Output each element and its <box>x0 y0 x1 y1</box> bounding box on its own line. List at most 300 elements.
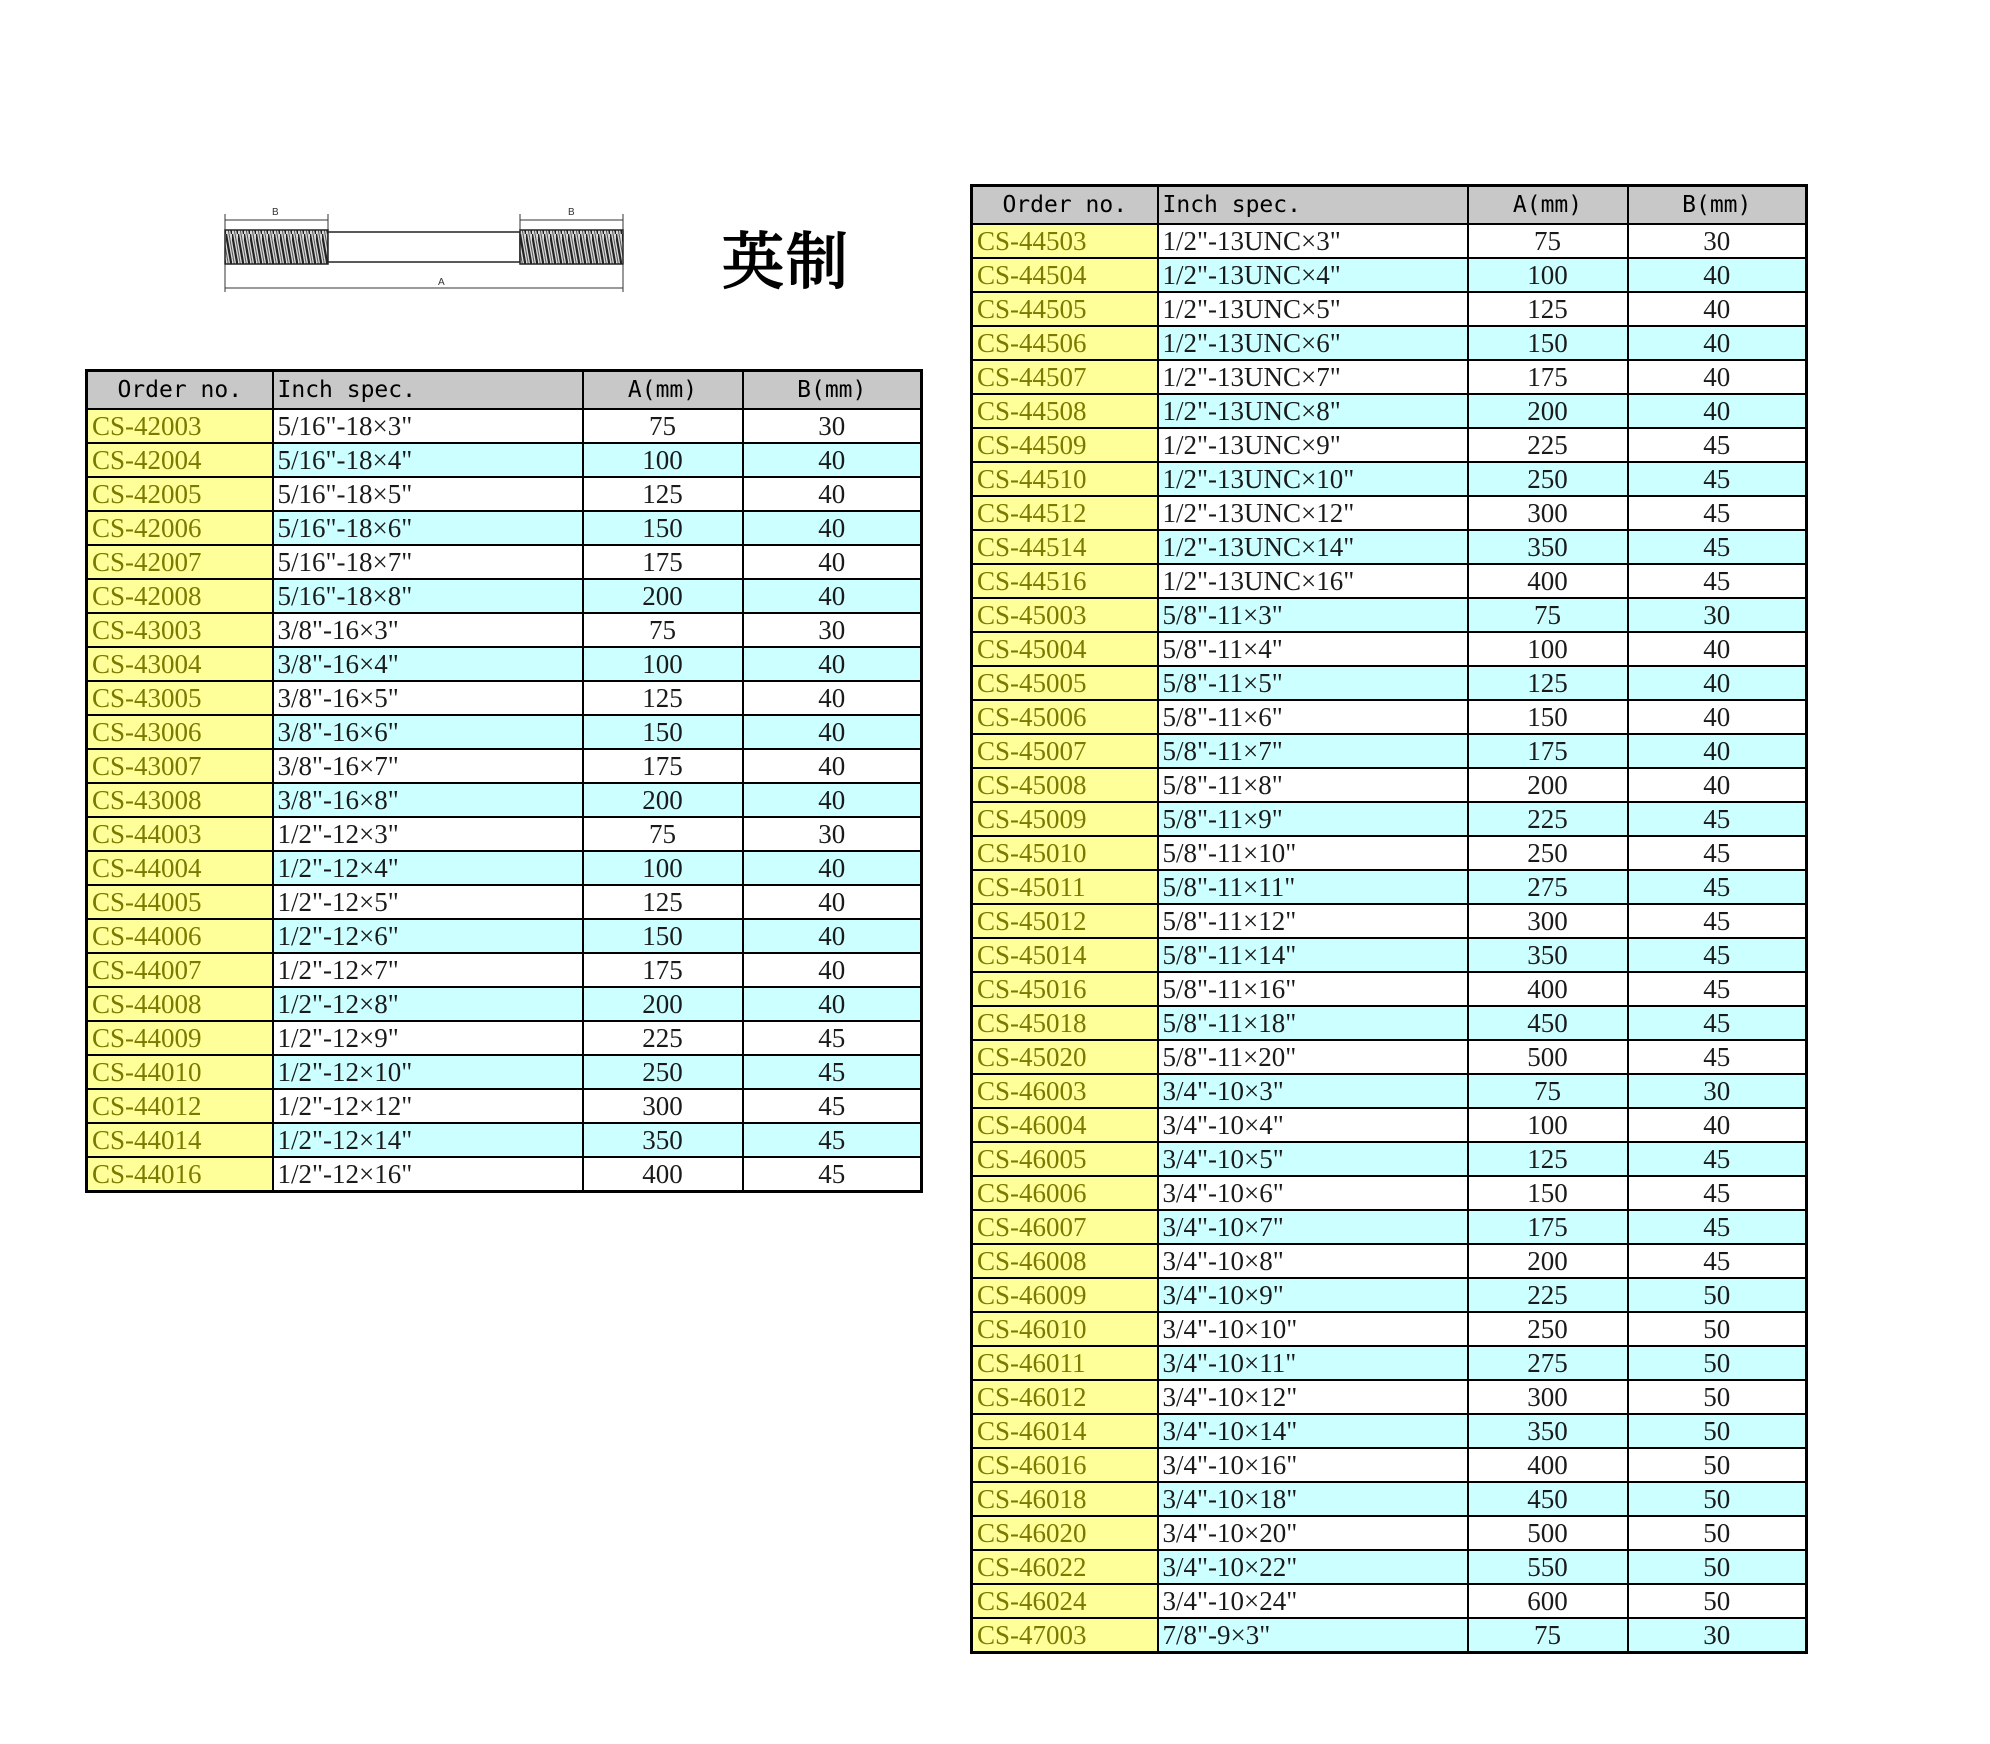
col-spec-header: Inch spec. <box>273 371 583 410</box>
order-no-cell: CS-45006 <box>972 700 1158 734</box>
a-mm-cell: 450 <box>1468 1482 1628 1516</box>
order-no-cell: CS-44509 <box>972 428 1158 462</box>
inch-spec-cell: 3/4"-10×22" <box>1158 1550 1468 1584</box>
b-mm-cell: 45 <box>743 1157 922 1192</box>
order-no-cell: CS-46020 <box>972 1516 1158 1550</box>
a-mm-cell: 175 <box>1468 1210 1628 1244</box>
left-spec-table <box>85 369 923 1193</box>
a-mm-cell: 175 <box>583 749 743 783</box>
b-mm-cell: 50 <box>1628 1346 1807 1380</box>
table-row <box>87 647 922 681</box>
table-row <box>972 972 1807 1006</box>
a-mm-cell: 250 <box>1468 836 1628 870</box>
b-mm-cell: 45 <box>1628 1006 1807 1040</box>
a-mm-cell: 250 <box>1468 462 1628 496</box>
inch-spec-cell: 5/8"-11×6" <box>1158 700 1468 734</box>
table-row <box>87 1123 922 1157</box>
order-no-cell: CS-46024 <box>972 1584 1158 1618</box>
inch-spec-cell: 5/8"-11×7" <box>1158 734 1468 768</box>
table-row <box>87 817 922 851</box>
inch-spec-cell: 3/4"-10×7" <box>1158 1210 1468 1244</box>
inch-spec-cell: 5/8"-11×8" <box>1158 768 1468 802</box>
table-row <box>972 1584 1807 1618</box>
order-no-cell: CS-44004 <box>87 851 273 885</box>
a-mm-cell: 200 <box>583 783 743 817</box>
table-header <box>972 186 1807 225</box>
table-row <box>972 700 1807 734</box>
table-row <box>972 1312 1807 1346</box>
order-no-cell: CS-45004 <box>972 632 1158 666</box>
b-mm-cell: 40 <box>743 919 922 953</box>
order-no-cell: CS-44006 <box>87 919 273 953</box>
inch-spec-cell: 3/4"-10×3" <box>1158 1074 1468 1108</box>
inch-spec-cell: 3/8"-16×5" <box>273 681 583 715</box>
b-mm-cell: 30 <box>743 409 922 443</box>
a-mm-cell: 225 <box>1468 428 1628 462</box>
table-row <box>972 394 1807 428</box>
table-row <box>972 462 1807 496</box>
inch-spec-cell: 5/16"-18×3" <box>273 409 583 443</box>
table-row <box>972 870 1807 904</box>
b-mm-cell: 45 <box>1628 836 1807 870</box>
inch-spec-cell: 5/16"-18×7" <box>273 545 583 579</box>
inch-spec-cell: 5/16"-18×4" <box>273 443 583 477</box>
a-mm-cell: 125 <box>1468 1142 1628 1176</box>
order-no-cell: CS-44010 <box>87 1055 273 1089</box>
order-no-cell: CS-45016 <box>972 972 1158 1006</box>
table-header <box>87 371 922 410</box>
order-no-cell: CS-43006 <box>87 715 273 749</box>
order-no-cell: CS-43008 <box>87 783 273 817</box>
order-no-cell: CS-47003 <box>972 1618 1158 1653</box>
order-no-cell: CS-42004 <box>87 443 273 477</box>
col-b-header: B(mm) <box>1628 186 1807 225</box>
a-mm-cell: 400 <box>1468 1448 1628 1482</box>
inch-spec-cell: 1/2"-12×7" <box>273 953 583 987</box>
a-mm-cell: 275 <box>1468 1346 1628 1380</box>
order-no-cell: CS-46004 <box>972 1108 1158 1142</box>
table-row <box>972 1142 1807 1176</box>
inch-spec-cell: 3/4"-10×12" <box>1158 1380 1468 1414</box>
inch-spec-cell: 5/8"-11×12" <box>1158 904 1468 938</box>
b-mm-cell: 45 <box>1628 530 1807 564</box>
inch-spec-cell: 1/2"-12×14" <box>273 1123 583 1157</box>
table-row <box>972 258 1807 292</box>
b-mm-cell: 40 <box>1628 326 1807 360</box>
table-row <box>87 1157 922 1192</box>
col-spec-header: Inch spec. <box>1158 186 1468 225</box>
order-no-cell: CS-45010 <box>972 836 1158 870</box>
col-order-header: Order no. <box>87 371 273 410</box>
order-no-cell: CS-44012 <box>87 1089 273 1123</box>
inch-spec-cell: 1/2"-12×10" <box>273 1055 583 1089</box>
inch-spec-cell: 3/4"-10×11" <box>1158 1346 1468 1380</box>
b-mm-cell: 40 <box>743 545 922 579</box>
order-no-cell: CS-44506 <box>972 326 1158 360</box>
b-mm-cell: 40 <box>1628 632 1807 666</box>
inch-spec-cell: 7/8"-9×3" <box>1158 1618 1468 1653</box>
table-row <box>972 938 1807 972</box>
table-row <box>972 292 1807 326</box>
inch-spec-cell: 1/2"-12×3" <box>273 817 583 851</box>
b-mm-cell: 40 <box>743 783 922 817</box>
table-row <box>972 1550 1807 1584</box>
a-mm-cell: 75 <box>583 613 743 647</box>
b-mm-cell: 40 <box>1628 1108 1807 1142</box>
b-mm-cell: 40 <box>743 851 922 885</box>
inch-spec-cell: 3/4"-10×18" <box>1158 1482 1468 1516</box>
table-row <box>972 496 1807 530</box>
inch-spec-cell: 1/2"-13UNC×12" <box>1158 496 1468 530</box>
b-mm-cell: 45 <box>1628 496 1807 530</box>
order-no-cell: CS-45008 <box>972 768 1158 802</box>
inch-spec-cell: 1/2"-13UNC×8" <box>1158 394 1468 428</box>
threaded-rod-diagram <box>220 200 630 305</box>
inch-spec-cell: 1/2"-13UNC×6" <box>1158 326 1468 360</box>
inch-spec-cell: 3/8"-16×3" <box>273 613 583 647</box>
dim-a-label: A <box>438 277 445 288</box>
b-mm-cell: 40 <box>743 579 922 613</box>
order-no-cell: CS-43003 <box>87 613 273 647</box>
inch-spec-cell: 3/4"-10×16" <box>1158 1448 1468 1482</box>
b-mm-cell: 45 <box>1628 564 1807 598</box>
b-mm-cell: 40 <box>1628 700 1807 734</box>
thread-right <box>520 230 623 264</box>
b-mm-cell: 40 <box>743 987 922 1021</box>
table-row <box>972 1482 1807 1516</box>
b-mm-cell: 30 <box>1628 1618 1807 1653</box>
table-row <box>972 598 1807 632</box>
b-mm-cell: 40 <box>1628 768 1807 802</box>
table-row <box>972 904 1807 938</box>
order-no-cell: CS-45009 <box>972 802 1158 836</box>
b-mm-cell: 45 <box>743 1021 922 1055</box>
order-no-cell: CS-44507 <box>972 360 1158 394</box>
table-row <box>87 409 922 443</box>
a-mm-cell: 100 <box>1468 258 1628 292</box>
b-mm-cell: 45 <box>1628 802 1807 836</box>
table-row <box>87 783 922 817</box>
a-mm-cell: 75 <box>583 409 743 443</box>
table-row <box>972 1176 1807 1210</box>
inch-spec-cell: 5/8"-11×10" <box>1158 836 1468 870</box>
order-no-cell: CS-44512 <box>972 496 1158 530</box>
order-no-cell: CS-44504 <box>972 258 1158 292</box>
order-no-cell: CS-43004 <box>87 647 273 681</box>
a-mm-cell: 350 <box>1468 1414 1628 1448</box>
table-row <box>972 1040 1807 1074</box>
order-no-cell: CS-46011 <box>972 1346 1158 1380</box>
inch-spec-cell: 3/4"-10×20" <box>1158 1516 1468 1550</box>
table-row <box>87 1089 922 1123</box>
order-no-cell: CS-46018 <box>972 1482 1158 1516</box>
a-mm-cell: 225 <box>583 1021 743 1055</box>
b-mm-cell: 30 <box>1628 1074 1807 1108</box>
a-mm-cell: 225 <box>1468 802 1628 836</box>
order-no-cell: CS-44016 <box>87 1157 273 1192</box>
order-no-cell: CS-46010 <box>972 1312 1158 1346</box>
a-mm-cell: 150 <box>583 919 743 953</box>
inch-spec-cell: 5/8"-11×14" <box>1158 938 1468 972</box>
col-a-header: A(mm) <box>1468 186 1628 225</box>
order-no-cell: CS-43007 <box>87 749 273 783</box>
order-no-cell: CS-45020 <box>972 1040 1158 1074</box>
order-no-cell: CS-43005 <box>87 681 273 715</box>
col-order-header: Order no. <box>972 186 1158 225</box>
inch-spec-cell: 1/2"-13UNC×14" <box>1158 530 1468 564</box>
b-mm-cell: 45 <box>1628 1040 1807 1074</box>
a-mm-cell: 100 <box>583 851 743 885</box>
thread-left <box>225 230 328 264</box>
b-mm-cell: 40 <box>743 885 922 919</box>
a-mm-cell: 150 <box>583 715 743 749</box>
inch-spec-cell: 5/8"-11×9" <box>1158 802 1468 836</box>
b-mm-cell: 45 <box>1628 1244 1807 1278</box>
table-row <box>972 1278 1807 1312</box>
a-mm-cell: 350 <box>1468 938 1628 972</box>
order-no-cell: CS-46012 <box>972 1380 1158 1414</box>
table-row <box>87 579 922 613</box>
inch-spec-cell: 3/8"-16×8" <box>273 783 583 817</box>
order-no-cell: CS-46007 <box>972 1210 1158 1244</box>
table-row <box>972 836 1807 870</box>
table-row <box>87 545 922 579</box>
a-mm-cell: 300 <box>1468 904 1628 938</box>
inch-spec-cell: 1/2"-13UNC×9" <box>1158 428 1468 462</box>
b-mm-cell: 40 <box>1628 734 1807 768</box>
inch-spec-cell: 1/2"-13UNC×4" <box>1158 258 1468 292</box>
a-mm-cell: 350 <box>583 1123 743 1157</box>
a-mm-cell: 150 <box>583 511 743 545</box>
inch-spec-cell: 1/2"-13UNC×7" <box>1158 360 1468 394</box>
a-mm-cell: 125 <box>1468 666 1628 700</box>
a-mm-cell: 150 <box>1468 326 1628 360</box>
a-mm-cell: 150 <box>1468 1176 1628 1210</box>
table-row <box>972 1244 1807 1278</box>
table-row <box>972 564 1807 598</box>
b-mm-cell: 30 <box>743 613 922 647</box>
a-mm-cell: 450 <box>1468 1006 1628 1040</box>
inch-spec-cell: 1/2"-12×12" <box>273 1089 583 1123</box>
table-row <box>87 919 922 953</box>
a-mm-cell: 300 <box>1468 1380 1628 1414</box>
table-row <box>87 1021 922 1055</box>
a-mm-cell: 200 <box>583 987 743 1021</box>
b-mm-cell: 40 <box>1628 292 1807 326</box>
inch-spec-cell: 1/2"-12×6" <box>273 919 583 953</box>
page-title: 英制 <box>722 225 851 298</box>
a-mm-cell: 150 <box>1468 700 1628 734</box>
inch-spec-cell: 3/8"-16×6" <box>273 715 583 749</box>
inch-spec-cell: 1/2"-12×8" <box>273 987 583 1021</box>
b-mm-cell: 40 <box>743 647 922 681</box>
order-no-cell: CS-42005 <box>87 477 273 511</box>
order-no-cell: CS-42008 <box>87 579 273 613</box>
inch-spec-cell: 1/2"-12×9" <box>273 1021 583 1055</box>
b-mm-cell: 45 <box>1628 938 1807 972</box>
a-mm-cell: 200 <box>1468 394 1628 428</box>
a-mm-cell: 500 <box>1468 1040 1628 1074</box>
table-row <box>972 224 1807 258</box>
order-no-cell: CS-42006 <box>87 511 273 545</box>
b-mm-cell: 45 <box>1628 1176 1807 1210</box>
b-mm-cell: 40 <box>1628 360 1807 394</box>
inch-spec-cell: 5/8"-11×4" <box>1158 632 1468 666</box>
dim-b-right-label: B <box>568 207 575 218</box>
inch-spec-cell: 3/4"-10×24" <box>1158 1584 1468 1618</box>
a-mm-cell: 125 <box>583 681 743 715</box>
order-no-cell: CS-46005 <box>972 1142 1158 1176</box>
table-row <box>972 802 1807 836</box>
order-no-cell: CS-46008 <box>972 1244 1158 1278</box>
b-mm-cell: 40 <box>1628 666 1807 700</box>
a-mm-cell: 600 <box>1468 1584 1628 1618</box>
inch-spec-cell: 3/4"-10×9" <box>1158 1278 1468 1312</box>
b-mm-cell: 50 <box>1628 1550 1807 1584</box>
order-no-cell: CS-45011 <box>972 870 1158 904</box>
inch-spec-cell: 1/2"-13UNC×16" <box>1158 564 1468 598</box>
order-no-cell: CS-44009 <box>87 1021 273 1055</box>
b-mm-cell: 50 <box>1628 1516 1807 1550</box>
a-mm-cell: 400 <box>1468 564 1628 598</box>
b-mm-cell: 40 <box>743 749 922 783</box>
table-row <box>87 681 922 715</box>
order-no-cell: CS-46009 <box>972 1278 1158 1312</box>
table-row <box>972 1074 1807 1108</box>
inch-spec-cell: 5/8"-11×20" <box>1158 1040 1468 1074</box>
table-row <box>972 666 1807 700</box>
a-mm-cell: 400 <box>1468 972 1628 1006</box>
col-b-header: B(mm) <box>743 371 922 410</box>
table-row <box>972 1346 1807 1380</box>
order-no-cell: CS-45018 <box>972 1006 1158 1040</box>
order-no-cell: CS-42007 <box>87 545 273 579</box>
b-mm-cell: 50 <box>1628 1278 1807 1312</box>
table-row <box>87 477 922 511</box>
rod-shank <box>328 232 520 262</box>
inch-spec-cell: 5/8"-11×11" <box>1158 870 1468 904</box>
b-mm-cell: 40 <box>743 511 922 545</box>
b-mm-cell: 50 <box>1628 1312 1807 1346</box>
inch-spec-cell: 1/2"-12×4" <box>273 851 583 885</box>
a-mm-cell: 75 <box>1468 1074 1628 1108</box>
order-no-cell: CS-45007 <box>972 734 1158 768</box>
order-no-cell: CS-44508 <box>972 394 1158 428</box>
order-no-cell: CS-44516 <box>972 564 1158 598</box>
a-mm-cell: 75 <box>583 817 743 851</box>
a-mm-cell: 550 <box>1468 1550 1628 1584</box>
inch-spec-cell: 1/2"-13UNC×10" <box>1158 462 1468 496</box>
inch-spec-cell: 1/2"-12×16" <box>273 1157 583 1192</box>
b-mm-cell: 50 <box>1628 1584 1807 1618</box>
table-row <box>87 885 922 919</box>
order-no-cell: CS-44003 <box>87 817 273 851</box>
dim-b-left-label: B <box>272 207 279 218</box>
order-no-cell: CS-44005 <box>87 885 273 919</box>
table-row <box>972 1108 1807 1142</box>
b-mm-cell: 45 <box>743 1123 922 1157</box>
inch-spec-cell: 5/8"-11×16" <box>1158 972 1468 1006</box>
table-row <box>87 851 922 885</box>
order-no-cell: CS-46003 <box>972 1074 1158 1108</box>
col-a-header: A(mm) <box>583 371 743 410</box>
table-row <box>87 511 922 545</box>
table-row <box>87 613 922 647</box>
a-mm-cell: 175 <box>1468 734 1628 768</box>
order-no-cell: CS-44007 <box>87 953 273 987</box>
order-no-cell: CS-46016 <box>972 1448 1158 1482</box>
table-row <box>972 360 1807 394</box>
order-no-cell: CS-46014 <box>972 1414 1158 1448</box>
b-mm-cell: 50 <box>1628 1380 1807 1414</box>
a-mm-cell: 100 <box>583 647 743 681</box>
a-mm-cell: 250 <box>1468 1312 1628 1346</box>
right-spec-table <box>970 184 1808 1654</box>
b-mm-cell: 45 <box>1628 462 1807 496</box>
inch-spec-cell: 3/4"-10×10" <box>1158 1312 1468 1346</box>
inch-spec-cell: 5/16"-18×5" <box>273 477 583 511</box>
a-mm-cell: 225 <box>1468 1278 1628 1312</box>
inch-spec-cell: 1/2"-13UNC×3" <box>1158 224 1468 258</box>
table-row <box>972 1006 1807 1040</box>
b-mm-cell: 40 <box>743 477 922 511</box>
b-mm-cell: 45 <box>1628 870 1807 904</box>
a-mm-cell: 75 <box>1468 598 1628 632</box>
b-mm-cell: 50 <box>1628 1448 1807 1482</box>
a-mm-cell: 500 <box>1468 1516 1628 1550</box>
order-no-cell: CS-44514 <box>972 530 1158 564</box>
inch-spec-cell: 5/8"-11×5" <box>1158 666 1468 700</box>
a-mm-cell: 100 <box>1468 632 1628 666</box>
order-no-cell: CS-44503 <box>972 224 1158 258</box>
a-mm-cell: 175 <box>583 953 743 987</box>
table-row <box>972 734 1807 768</box>
b-mm-cell: 45 <box>743 1089 922 1123</box>
table-row <box>972 632 1807 666</box>
a-mm-cell: 300 <box>583 1089 743 1123</box>
order-no-cell: CS-44505 <box>972 292 1158 326</box>
a-mm-cell: 125 <box>583 477 743 511</box>
inch-spec-cell: 5/8"-11×3" <box>1158 598 1468 632</box>
a-mm-cell: 125 <box>1468 292 1628 326</box>
table-row <box>87 953 922 987</box>
b-mm-cell: 50 <box>1628 1414 1807 1448</box>
a-mm-cell: 175 <box>583 545 743 579</box>
b-mm-cell: 30 <box>1628 224 1807 258</box>
a-mm-cell: 300 <box>1468 496 1628 530</box>
table-row <box>972 1380 1807 1414</box>
a-mm-cell: 400 <box>583 1157 743 1192</box>
table-row <box>87 1055 922 1089</box>
inch-spec-cell: 1/2"-12×5" <box>273 885 583 919</box>
order-no-cell: CS-42003 <box>87 409 273 443</box>
b-mm-cell: 45 <box>1628 904 1807 938</box>
table-row <box>972 768 1807 802</box>
inch-spec-cell: 3/4"-10×14" <box>1158 1414 1468 1448</box>
a-mm-cell: 200 <box>1468 768 1628 802</box>
b-mm-cell: 45 <box>1628 1142 1807 1176</box>
table-row <box>972 1414 1807 1448</box>
b-mm-cell: 30 <box>1628 598 1807 632</box>
table-row <box>87 715 922 749</box>
a-mm-cell: 275 <box>1468 870 1628 904</box>
inch-spec-cell: 5/16"-18×8" <box>273 579 583 613</box>
order-no-cell: CS-45012 <box>972 904 1158 938</box>
a-mm-cell: 75 <box>1468 224 1628 258</box>
table-row <box>972 1618 1807 1653</box>
a-mm-cell: 125 <box>583 885 743 919</box>
inch-spec-cell: 3/4"-10×5" <box>1158 1142 1468 1176</box>
